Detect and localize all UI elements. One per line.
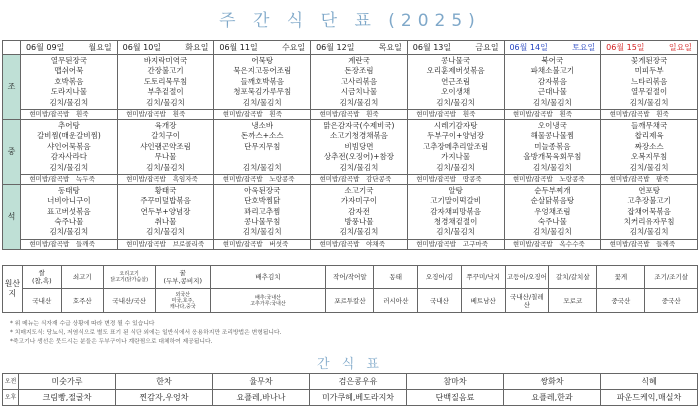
dish-item: 알탕 xyxy=(448,185,463,195)
porridge-type: 땅콩죽 xyxy=(462,175,482,184)
rice-type: 현미밥/잡곡밥 xyxy=(29,110,70,119)
porridge-type: 팥죽 xyxy=(656,175,669,184)
dish-item: 김치/물김치 xyxy=(146,162,185,172)
porridge-type: 노랑콩죽 xyxy=(559,175,585,184)
note-line: * 위 메뉴는 식자재 수급 상황에 따라 변경 될 수 있습니다 xyxy=(10,321,155,327)
origin-value: 국내산 xyxy=(418,289,462,313)
menu-cell xyxy=(407,55,504,110)
origin-value: 포르투칼산 xyxy=(326,289,374,313)
porridge-type: 흰죽 xyxy=(656,110,669,119)
rice-porridge-cell xyxy=(601,109,698,119)
dish-item: 청포묵김가루무침 xyxy=(233,87,292,97)
dish-item: 김치/물김치 xyxy=(436,227,476,237)
porridge-type: 브로콜리죽 xyxy=(172,240,205,249)
dish-item: 소고기청경채볶음 xyxy=(329,131,388,141)
dish-item: 오이생채 xyxy=(441,87,471,97)
dish-item: 호박볶음 xyxy=(54,76,84,86)
dish-item: 올방개묵육회무침 xyxy=(523,152,582,162)
meal-label: 중 xyxy=(3,119,21,184)
dish-item: 주꾸미덮밥볶음 xyxy=(140,196,191,206)
origin-values-row xyxy=(3,289,698,313)
menu-cell xyxy=(117,55,214,110)
porridge-type: 감단콩죽 xyxy=(366,175,392,184)
dish-item: 김치/물김치 xyxy=(242,97,282,107)
menu-cell xyxy=(407,184,504,239)
rice-porridge-cell xyxy=(504,239,601,249)
origin-value: 호주산 xyxy=(61,289,103,313)
porridge-type: 흰죽 xyxy=(269,110,282,119)
dish-item: 들깨무채국 xyxy=(630,120,668,130)
porridge-type: 노랑콩죽 xyxy=(269,175,295,184)
dish-item: 북어국 xyxy=(541,56,564,65)
dish-item: 연근조림 xyxy=(441,76,471,86)
origin-items-row xyxy=(3,266,698,289)
rice-porridge-cell xyxy=(311,109,408,119)
rice-row xyxy=(3,174,698,184)
dish-item: 콩나물무침 xyxy=(244,217,281,227)
dish-item: 치커리유자무침 xyxy=(623,217,675,227)
origin-item: 오리고기 닭고기(닭가슴살) xyxy=(103,266,155,289)
dish-item: 고기말이떡갈비 xyxy=(430,196,482,206)
porridge-type: 버섯죽 xyxy=(269,240,289,249)
rice-type: 현미밥/잡곡밥 xyxy=(29,240,70,249)
menu-cell xyxy=(601,184,698,239)
menu-cell xyxy=(601,119,698,174)
notes xyxy=(10,320,690,347)
origin-value: 모로코 xyxy=(549,289,597,313)
rice-porridge-cell xyxy=(504,174,601,184)
menu-cell xyxy=(21,184,118,239)
origin-item: 쇠고기 xyxy=(61,266,103,289)
dish-item: 너비아니구이 xyxy=(47,196,91,206)
rice-porridge-cell xyxy=(117,109,214,119)
rice-porridge-cell xyxy=(407,239,504,249)
menu-cell xyxy=(117,119,214,174)
dish-item: 부추겉절이 xyxy=(147,87,184,97)
rice-porridge-cell xyxy=(214,239,311,249)
snack-item: 율무차 xyxy=(213,374,310,390)
snack-time-label: 오전 xyxy=(3,374,19,390)
corner-cell xyxy=(3,41,21,55)
porridge-type: 흰죽 xyxy=(172,110,186,119)
origin-item: 작어/작어알 xyxy=(326,266,374,289)
dish-item: 감자볶음 xyxy=(537,76,567,86)
porridge-type: 흰죽 xyxy=(76,110,89,119)
origin-value: 국내산/국산 xyxy=(103,289,155,313)
rice-type: 현미밥/잡곡밥 xyxy=(416,175,457,184)
menu-cell xyxy=(311,119,408,174)
snack-item: 식혜 xyxy=(601,374,698,390)
porridge-type: 들깨죽 xyxy=(76,240,95,249)
dish-item: 잡채어묵볶음 xyxy=(627,206,671,216)
dish-item: 김치/물김치 xyxy=(339,97,379,107)
origin-value: 국내산/칠레 산 xyxy=(505,289,549,313)
dish-item: 오이냉국 xyxy=(537,120,567,130)
rice-type: 현미밥/잡곡밥 xyxy=(416,240,457,249)
dish-item: 표고버섯볶음 xyxy=(47,206,91,216)
menu-cell xyxy=(504,119,601,174)
rice-type: 현미밥/잡곡밥 xyxy=(512,240,553,249)
rice-porridge-cell xyxy=(21,174,118,184)
dish-item: 김치/물김치 xyxy=(532,97,572,107)
porridge-type: 흰죽 xyxy=(559,110,573,119)
snack-item: 쌍화차 xyxy=(504,374,601,390)
day-header: 06월 11일 수요일 xyxy=(214,41,311,55)
snack-title: 간 식 표 xyxy=(317,357,383,372)
dish-item: 맑은감자국(수제비국) xyxy=(323,120,395,130)
dish-item: 콩나물국 xyxy=(441,56,471,65)
dish-item: 갈치구이 xyxy=(151,131,181,141)
snack-row xyxy=(3,374,698,390)
day-header: 06월 12일 목요일 xyxy=(311,41,408,55)
snack-item: 한차 xyxy=(116,374,213,390)
rice-type: 현미밥/잡곡밥 xyxy=(222,240,263,249)
dish-item: 김치/물김치 xyxy=(146,97,185,107)
dish-item: 비빔당면 xyxy=(344,141,374,151)
note-line: *죽고기나 생선은 뭇드시는 분들은 두부구이나 계란찜으로 대체하여 제공됩니다. xyxy=(10,339,213,345)
menu-cell xyxy=(21,119,118,174)
origin-item: 쌀 (찹,흑) xyxy=(22,266,61,289)
origin-value: 중국산 xyxy=(597,289,645,313)
dish-item: 김치/물김치 xyxy=(629,97,669,107)
dish-item: 추어탕 xyxy=(57,120,80,130)
dish-item: 갈비찜(매운갈비찜) xyxy=(36,131,101,141)
dish-item: 근대나물 xyxy=(537,87,567,97)
menu-cell xyxy=(214,55,311,110)
dish-item: 연포탕 xyxy=(638,185,660,195)
origin-value: 외국산 미국,호주, 캐나다,중국 xyxy=(155,289,210,313)
origin-item: 오징어/김 xyxy=(418,266,462,289)
dish-item: 방풍나물 xyxy=(344,217,374,227)
menu-cell xyxy=(311,184,408,239)
dish-item: 가자미구이 xyxy=(340,196,378,206)
menu-cell xyxy=(214,119,311,174)
dish-item: 김치/물김치 xyxy=(436,97,476,107)
rice-porridge-cell xyxy=(21,239,118,249)
rice-type: 현미밥/잡곡밥 xyxy=(319,110,360,119)
rice-type: 현미밥/잡곡밥 xyxy=(222,110,263,119)
porridge-type: 흰죽 xyxy=(462,110,476,119)
dish-item: 고추장불고기 xyxy=(627,196,671,206)
dish-item: 상추전(오징어)+참장 xyxy=(323,152,395,162)
dish-item: 김치/물김치 xyxy=(436,162,476,172)
dish-item: 김치/물김치 xyxy=(49,97,89,107)
dish-item: 감자전 xyxy=(348,206,370,216)
rice-type: 현미밥/잡곡밥 xyxy=(512,175,553,184)
rice-porridge-cell xyxy=(601,239,698,249)
dish-item: 바지락미역국 xyxy=(143,56,188,65)
dish-item: 열무된장국 xyxy=(50,56,87,65)
origin-value: 러시아산 xyxy=(374,289,418,313)
day-header-saturday: 06월 14일 토요일 xyxy=(504,41,601,55)
menu-cell xyxy=(407,119,504,174)
meal-label: 석 xyxy=(3,184,21,249)
snack-row xyxy=(3,390,698,406)
dish-item: 꽃게된장국 xyxy=(630,56,668,65)
origin-item: 조기/조기살 xyxy=(645,266,698,289)
origin-item: 동태 xyxy=(374,266,418,289)
dish-item: 김치/물김치 xyxy=(49,162,89,172)
meal-label: 조 xyxy=(3,55,21,120)
rice-porridge-cell xyxy=(504,109,601,119)
porridge-type: 옥수수죽 xyxy=(559,240,585,249)
porridge-type: 야채죽 xyxy=(366,240,385,249)
dish-item: 간장불고기 xyxy=(147,66,184,76)
dish-item: 연두부+양념장 xyxy=(140,206,191,216)
dish-item: 해물콩나물찜 xyxy=(530,131,575,141)
origin-item: 갈치/갈치살 xyxy=(549,266,597,289)
dish-item: 꽈리고추찜 xyxy=(244,206,281,216)
dish-item: 김치/물김치 xyxy=(532,162,572,172)
origin-item: 고등어/오징어 xyxy=(505,266,549,289)
dish-item: 두부구이+양념장 xyxy=(427,131,485,141)
rice-porridge-cell xyxy=(311,239,408,249)
dish-item: 샤인램곤약조림 xyxy=(140,141,191,151)
rice-type: 현미밥/잡곡밥 xyxy=(609,240,650,249)
menu-cell xyxy=(214,184,311,239)
origin-value: 중국산 xyxy=(645,289,698,313)
meal-row xyxy=(3,184,698,239)
rice-type: 현미밥/잡곡밥 xyxy=(126,110,166,119)
dish-item: 도라지나물 xyxy=(50,87,87,97)
dish-item: 김치/물김치 xyxy=(49,227,89,237)
dish-item: 김치/물김치 xyxy=(242,162,282,172)
rice-type: 현미밥/잡곡밥 xyxy=(126,240,166,249)
dish-item: 청경채겉절이 xyxy=(433,217,478,227)
dish-item: 맵쉬어묵 xyxy=(54,66,84,76)
day-header: 06월 10일 화요일 xyxy=(117,41,214,55)
dish-item: 숙주나물 xyxy=(54,217,84,227)
dish-item: 우엉채조림 xyxy=(534,206,571,216)
dish-item: 숙주나물 xyxy=(537,217,567,227)
snack-time-label: 오후 xyxy=(3,390,19,406)
porridge-type: 녹두죽 xyxy=(76,175,95,184)
dish-item: 황태국 xyxy=(154,185,177,195)
rice-porridge-cell xyxy=(21,109,118,119)
rice-type: 현미밥/잡곡밥 xyxy=(319,175,360,184)
dish-item: 순살닭볶음탕 xyxy=(530,196,575,206)
dish-item: 단호박찜닭 xyxy=(244,196,281,206)
dish-item: 가지나물 xyxy=(441,152,471,162)
dish-item: 느타리볶음 xyxy=(630,76,668,86)
snack-item: 미숫가루 xyxy=(19,374,116,390)
menu-title: 주 간 식 단 표 (2025) xyxy=(219,11,481,31)
dish-item: 고추장메추리알조림 xyxy=(423,141,489,151)
origin-value: 베트남산 xyxy=(461,289,505,313)
rice-row xyxy=(3,109,698,119)
meal-row xyxy=(3,119,698,174)
snack-item: 검은콩우유 xyxy=(310,374,407,390)
dish-item: 시레기감자탕 xyxy=(433,120,478,130)
porridge-type: 흰죽 xyxy=(366,110,379,119)
dish-item: 취나물 xyxy=(154,217,177,227)
dish-item: 미늘종볶음 xyxy=(534,141,571,151)
dish-item: 찹리제육 xyxy=(634,131,664,141)
menu-cell xyxy=(311,55,408,110)
dish-item: 아욱된장국 xyxy=(244,185,281,195)
dish-item: 오복지무침 xyxy=(630,152,668,162)
rice-porridge-cell xyxy=(117,174,214,184)
day-header: 06월 13일 금요일 xyxy=(407,41,504,55)
date-header-row xyxy=(3,41,698,55)
rice-porridge-cell xyxy=(601,174,698,184)
origin-item: 배추김치 xyxy=(210,266,326,289)
note-line: * 치매지도식: 당뇨식, 저염식으로 별도 표기 된 식단 외에는 일반식에서 응용하지만 조리방법은 변형됩니다. xyxy=(10,330,282,336)
snack-item: 미가쿠헤,베도라지차 xyxy=(310,390,407,406)
snack-item: 파운드케익,매실차 xyxy=(601,390,698,406)
dish-item: 열무겉절이 xyxy=(630,87,668,97)
snack-item: 단백질음료 xyxy=(407,390,504,406)
dish-item: 김치/물김치 xyxy=(629,162,669,172)
porridge-type: 흑임자죽 xyxy=(172,175,198,184)
rice-porridge-cell xyxy=(214,174,311,184)
dish-item: 어묵탕 xyxy=(251,56,274,65)
snack-item: 참마차 xyxy=(407,374,504,390)
dish-item: 냉소바 xyxy=(251,120,274,130)
dish-item: 단무지무침 xyxy=(244,141,281,151)
day-header-sunday: 06월 15일 일요일 xyxy=(601,41,698,55)
dish-item xyxy=(214,152,310,162)
dish-item: 계란국 xyxy=(348,56,370,65)
dish-item: 소고기국 xyxy=(344,185,374,195)
rice-type: 현미밥/잡곡밥 xyxy=(512,110,553,119)
rice-type: 현미밥/잡곡밥 xyxy=(609,175,650,184)
origin-header: 원산지 xyxy=(3,266,23,313)
dish-item: 무나물 xyxy=(154,152,177,162)
porridge-type: 들깨죽 xyxy=(656,240,676,249)
rice-type: 현미밥/잡곡밥 xyxy=(126,175,166,184)
dish-item: 순두부찌개 xyxy=(534,185,571,195)
origin-value: 배추:국내산 고추가루:국내산 xyxy=(210,289,326,313)
rice-type: 현미밥/잡곡밥 xyxy=(319,240,360,249)
rice-porridge-cell xyxy=(117,239,214,249)
dish-item: 짜장소스 xyxy=(634,141,664,151)
weekly-menu-table xyxy=(2,40,698,250)
rice-porridge-cell xyxy=(407,174,504,184)
menu-cell xyxy=(117,184,214,239)
porridge-type: 고구마죽 xyxy=(462,240,488,249)
dish-item: 감자사라다 xyxy=(50,152,87,162)
dish-item: 고사리볶음 xyxy=(340,76,378,86)
rice-porridge-cell xyxy=(407,109,504,119)
dish-item: 미피두부 xyxy=(634,66,664,76)
rice-porridge-cell xyxy=(214,109,311,119)
dish-item: 육개장 xyxy=(154,120,177,130)
snack-item: 요플레,한과 xyxy=(504,390,601,406)
dish-item: 도토리묵무침 xyxy=(143,76,188,86)
dish-item: 김치/물김치 xyxy=(242,227,282,237)
snack-item: 요플레,바나나 xyxy=(213,390,310,406)
menu-cell xyxy=(504,55,601,110)
dish-item: 동태탕 xyxy=(57,185,80,195)
rice-row xyxy=(3,239,698,249)
meal-row xyxy=(3,55,698,110)
dish-item: 김치/물김치 xyxy=(339,227,379,237)
origin-item: 쭈꾸미/낙지 xyxy=(461,266,505,289)
origin-item: 꿀 (두부,콩비지) xyxy=(155,266,210,289)
dish-item: 묵은지고등어조림 xyxy=(233,66,292,76)
dish-item: 김치/물김치 xyxy=(146,227,185,237)
menu-cell xyxy=(21,55,118,110)
rice-type: 현미밥/잡곡밥 xyxy=(29,175,70,184)
rice-type: 현미밥/잡곡밥 xyxy=(222,175,263,184)
dish-item: 김치/물김치 xyxy=(339,162,379,172)
snack-table xyxy=(2,373,698,406)
rice-type: 현미밥/잡곡밥 xyxy=(609,110,650,119)
rice-porridge-cell xyxy=(311,174,408,184)
rice-type: 현미밥/잡곡밥 xyxy=(416,110,457,119)
origin-value: 국내산 xyxy=(22,289,61,313)
dish-item: 감자채피망볶음 xyxy=(430,206,482,216)
dish-item: 김치/물김치 xyxy=(629,227,669,237)
dish-item: 오리훈제버섯볶음 xyxy=(426,66,485,76)
day-header: 06월 09일 월요일 xyxy=(21,41,118,55)
dish-item: 돈장조림 xyxy=(344,66,374,76)
dish-item: 시금치나물 xyxy=(340,87,378,97)
origin-table xyxy=(2,265,698,313)
origin-item: 꽃게 xyxy=(597,266,645,289)
dish-item: 샤인어묵볶음 xyxy=(47,141,91,151)
dish-item: 김치/물김치 xyxy=(532,227,572,237)
dish-item: 파채소불고기 xyxy=(530,66,575,76)
snack-item: 찐감자,우엉차 xyxy=(116,390,213,406)
dish-item: 돈까스+소스 xyxy=(241,131,284,141)
snack-item: 크림빵,절굴차 xyxy=(19,390,116,406)
menu-cell xyxy=(601,55,698,110)
menu-cell xyxy=(504,184,601,239)
dish-item: 들깨호박볶음 xyxy=(240,76,284,86)
